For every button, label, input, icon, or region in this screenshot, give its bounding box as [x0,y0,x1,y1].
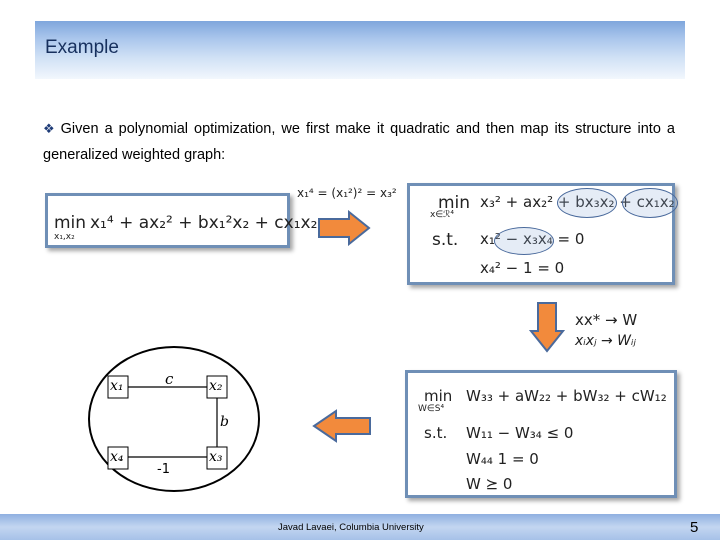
edge-label-top: c [165,370,174,388]
sdp-st: s.t. [424,424,448,442]
quadratic-problem-box [407,183,675,285]
highlight-ellipse [622,188,678,218]
graph-node-x4: x₄ [110,449,124,465]
sdp-min: min [424,387,453,405]
sdp-constraint-3: W ⪰ 0 [466,475,513,493]
diamond-bullet-icon: ❖ [43,121,57,136]
sdp-objective: W₃₃ + aW₂₂ + bW₃₂ + cW₁₂ [466,387,667,405]
title-bar [35,21,685,79]
footer-author: Javad Lavaei, Columbia University [278,522,424,533]
bullet-paragraph [43,116,675,168]
graph-node-x1: x₁ [110,378,124,394]
quad-constraint-1: x₁² − x₃x₄ = 0 [480,230,585,248]
original-objective: x₁⁴ + ax₂² + bx₁²x₂ + cx₁x₂ [90,213,318,233]
substitution-formula: x₁⁴ = (x₁²)² = x₃² [297,186,397,200]
right-arrow-icon [317,210,371,246]
original-problem-box [45,193,318,248]
sdp-problem-box [405,370,677,498]
quad-constraint-2: x₄² − 1 = 0 [480,259,565,277]
down-arrow-icon [529,301,565,353]
mapping-rule-2: xᵢxⱼ → Wᵢⱼ [575,333,636,349]
sdp-constraint-1: W₁₁ − W₃₄ ≤ 0 [466,424,574,442]
sdp-sub: W∈S⁴ [418,404,445,414]
highlight-ellipse [494,227,554,255]
original-min: min [54,213,87,233]
edge-label-bottom: -1 [157,462,170,477]
left-arrow-icon [312,409,372,443]
quad-st: s.t. [432,230,459,250]
page-number: 5 [690,519,699,536]
slide-title: Example [45,37,119,58]
edge-label-right: b [220,414,229,430]
paragraph-text: Given a polynomial optimization, we first make it quadratic and then map its structure into a generalized weighted graph: [43,121,675,163]
original-sub: x₁,x₂ [54,232,75,242]
graph-diagram [84,344,264,494]
quad-min: min [438,193,471,213]
quad-sub: x∈ℛ⁴ [430,210,454,220]
mapping-rule-1: xx* → W [575,311,638,329]
sdp-constraint-2: W₄₄ 1 = 0 [466,450,539,468]
graph-node-x3: x₃ [209,449,223,465]
graph-node-x2: x₂ [209,378,223,394]
quad-objective: x₃² + ax₂² + bx₃x₂ + cx₁x₂ [480,193,675,211]
highlight-ellipse [557,188,617,218]
